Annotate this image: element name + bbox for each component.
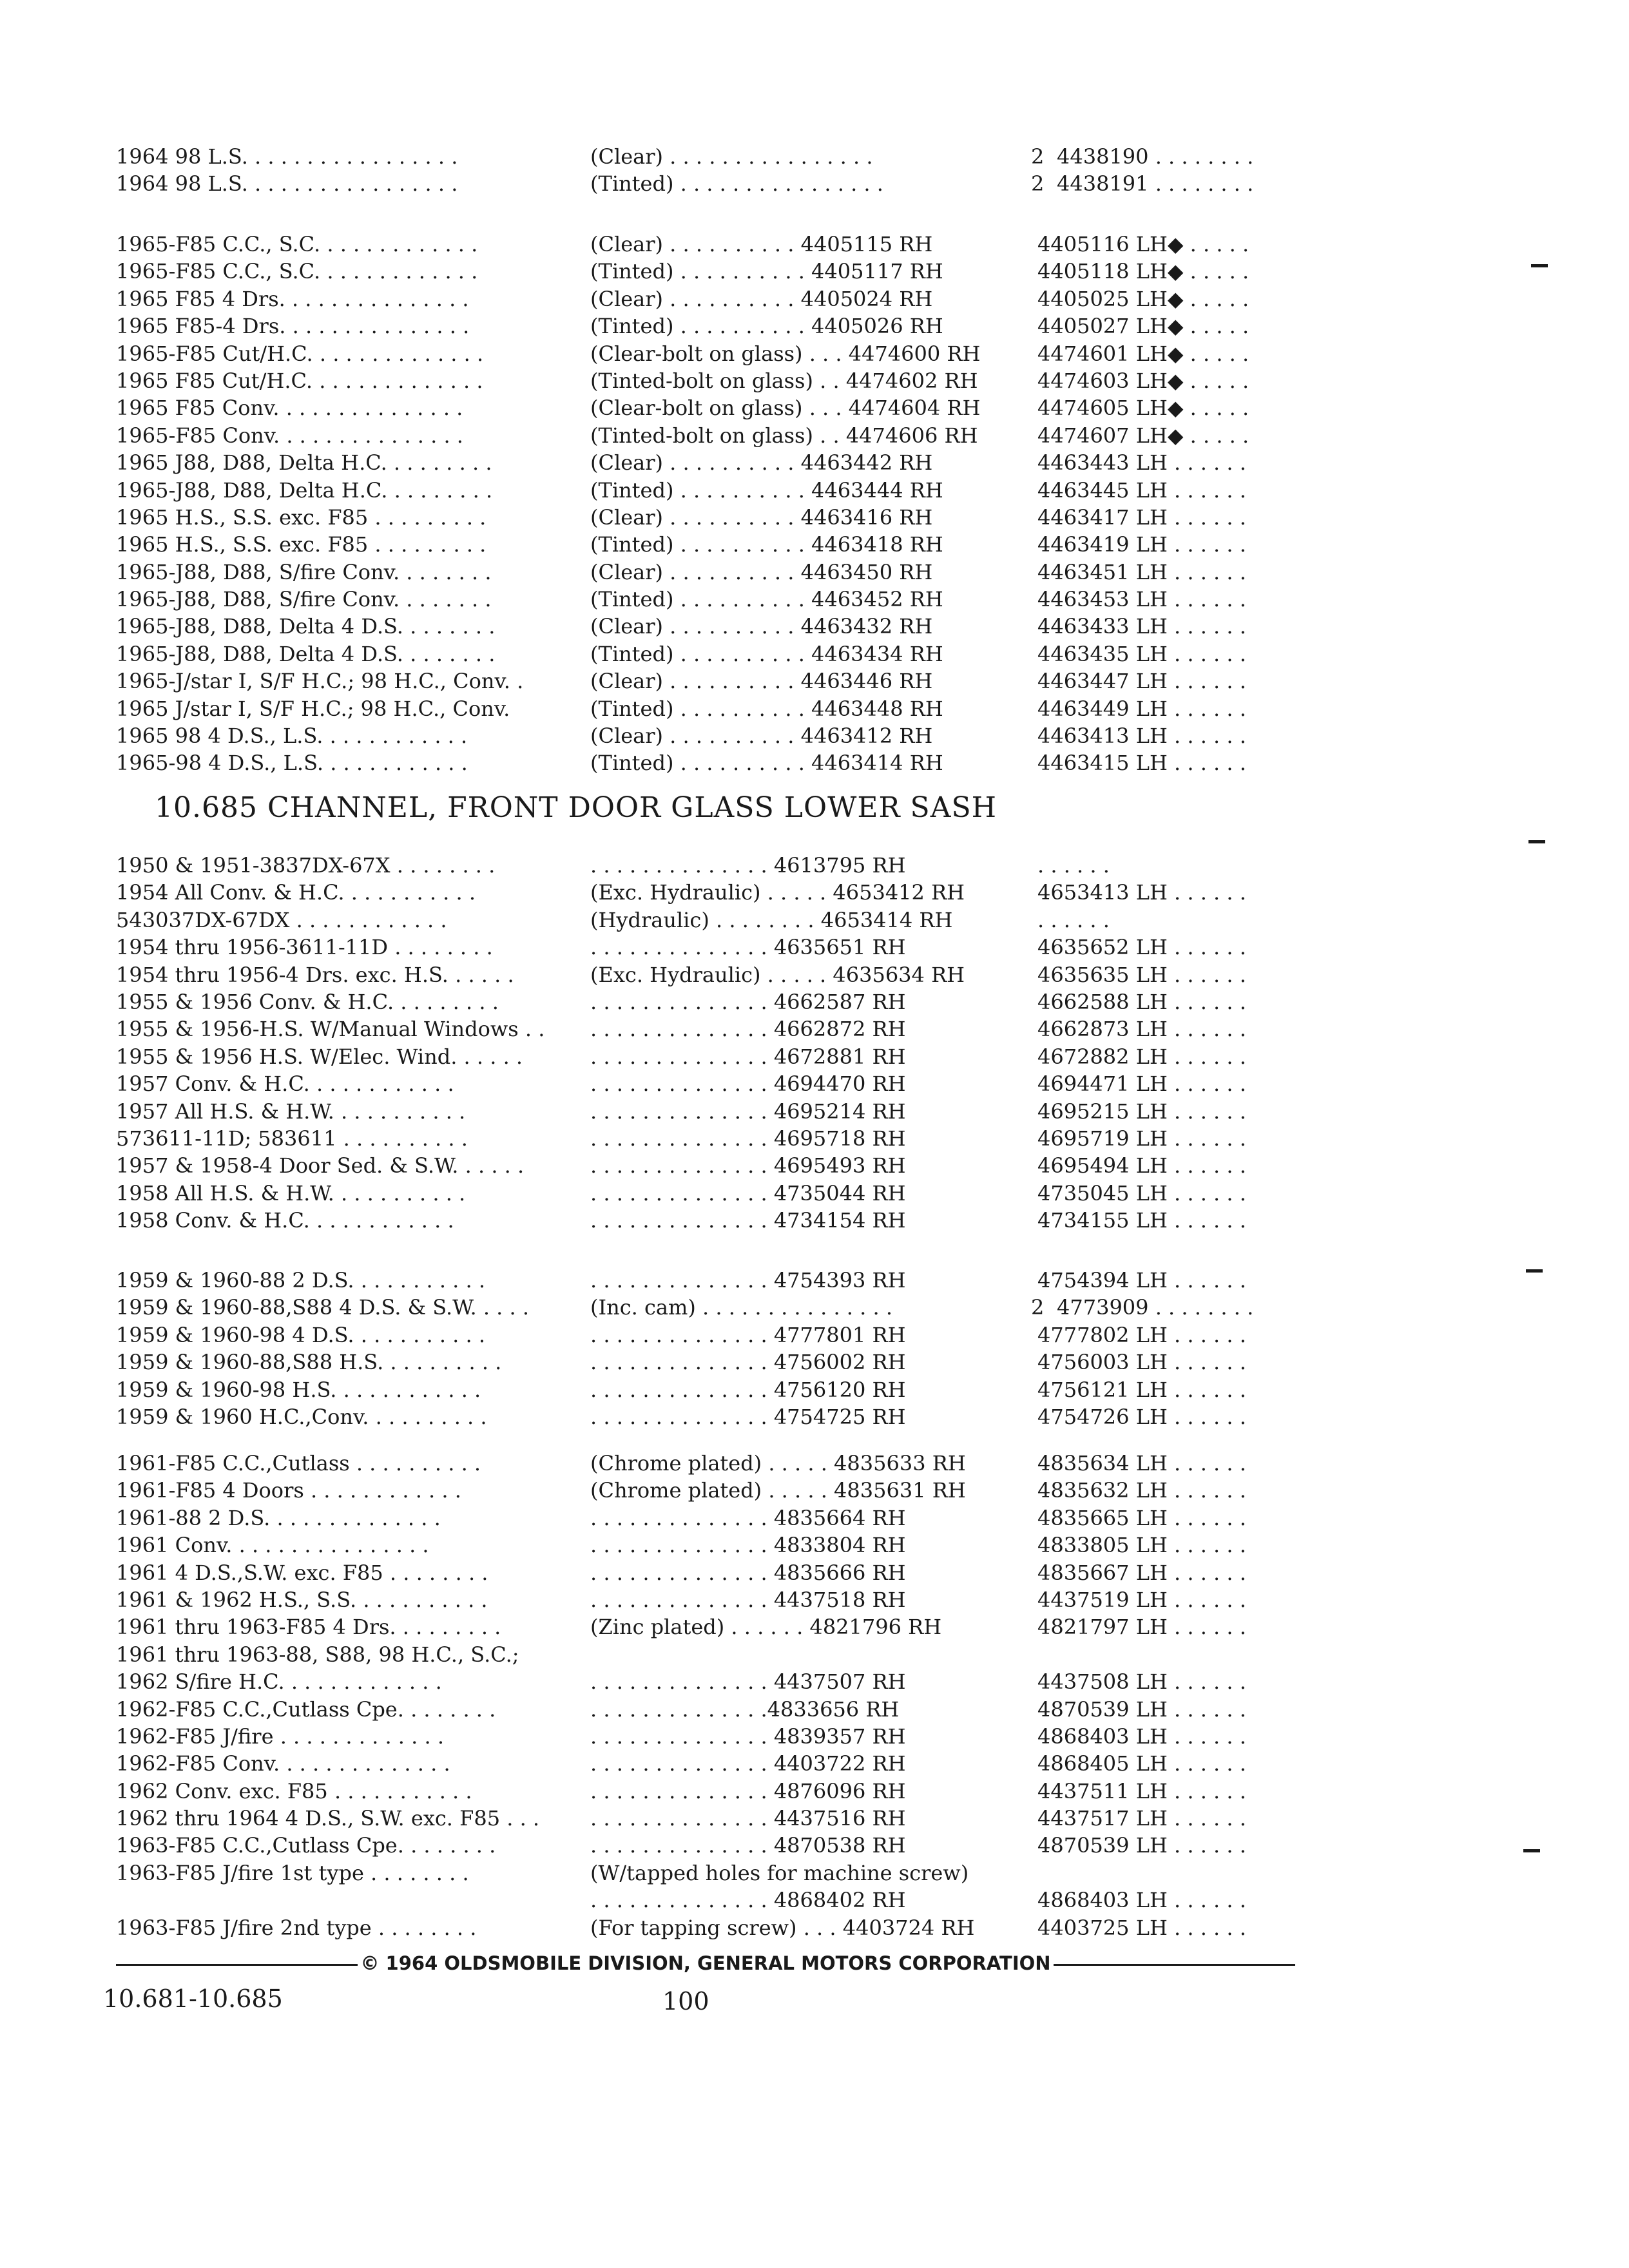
table-row [0,170,1629,197]
model-cell: 1957 All H.S. & H.W. . . . . . . . . . . [116,1099,466,1124]
model-cell: 1965 F85 Cut/H.C. . . . . . . . . . . . . . [116,368,483,393]
table-row [0,477,1629,504]
description-cell: . . . . . . . . . . . . . . 4777801 RH [590,1322,906,1347]
description-cell: (Clear-bolt on glass) . . . 4474600 RH [590,341,981,366]
lh-part-cell: 4463453 LH . . . . . . [1037,587,1246,612]
lh-part-cell: 4437508 LH . . . . . . [1037,1669,1246,1695]
description-cell: (Zinc plated) . . . . . . 4821796 RH [590,1615,942,1640]
table-row [0,640,1629,668]
description-cell: . . . . . . . . . . . . . . 4437507 RH [590,1669,906,1695]
description-cell: (Tinted) . . . . . . . . . . 4405117 RH [590,259,943,284]
model-cell: 1965-F85 Cut/H.C. . . . . . . . . . . . . . [116,341,484,366]
model-cell: 1963-F85 J/fire 1st type . . . . . . . . [116,1860,469,1885]
description-cell: . . . . . . . . . . . . . . 4695493 RH [590,1153,906,1178]
table-row [0,1180,1629,1207]
table-row [0,1070,1629,1097]
lh-part-cell: 4437517 LH . . . . . . [1037,1806,1246,1831]
description-cell: . . . . . . . . . . . . . . 4437518 RH [590,1587,906,1612]
margin-mark [1523,1849,1540,1852]
description-cell: . . . . . . . . . . . . . . 4735044 RH [590,1180,906,1206]
lh-part-cell: 4694471 LH . . . . . . [1037,1072,1246,1097]
description-cell: (Clear) . . . . . . . . . . 4463450 RH [590,559,933,584]
lh-part-cell: 4835665 LH . . . . . . [1037,1505,1246,1530]
model-cell: 1959 & 1960-98 H.S. . . . . . . . . . . . [116,1377,481,1402]
description-cell: . . . . . . . . . . . . . . 4870538 RH [590,1833,906,1858]
model-cell: 1965-F85 C.C., S.C. . . . . . . . . . . . . [116,232,478,256]
description-cell: . . . . . . . . . . . . . . 4635651 RH [590,935,906,960]
description-cell: . . . . . . . . . . . . . . 4833804 RH [590,1533,906,1558]
model-cell: 1962 thru 1964 4 D.S., S.W. exc. F85 . . . [116,1806,540,1831]
table-row [0,394,1629,421]
model-cell: 1959 & 1960 H.C.,Conv. . . . . . . . . . [116,1404,487,1429]
table-row [0,1043,1629,1070]
description-cell: . . . . . . . . . . . . . . 4695718 RH [590,1126,906,1151]
description-cell: (Exc. Hydraulic) . . . . . 4635634 RH [590,962,965,987]
lh-part-cell: 4835632 LH . . . . . . [1037,1478,1246,1503]
model-cell: 1954 thru 1956-4 Drs. exc. H.S. . . . . . [116,962,514,987]
description-cell: (Clear) . . . . . . . . . . 4463412 RH [590,724,933,749]
description-cell: (Clear) . . . . . . . . . . 4405024 RH [590,286,933,311]
quantity-cell: 2 [1031,1295,1045,1320]
model-cell: 543037DX-67DX . . . . . . . . . . . . [116,907,447,932]
lh-part-cell: 4463451 LH . . . . . . [1037,559,1246,584]
description-cell: . . . . . . . . . . . . . .4833656 RH [590,1696,900,1722]
description-cell: (Clear-bolt on glass) . . . 4474604 RH [590,396,981,421]
model-cell: 1959 & 1960-98 4 D.S. . . . . . . . . . . [116,1322,486,1347]
description-cell: (Tinted-bolt on glass) . . 4474606 RH [590,423,978,448]
lh-part-cell: 4474605 LH◆ . . . . . [1037,396,1249,421]
model-cell: 1965 98 4 D.S., L.S. . . . . . . . . . . . [116,724,468,749]
model-cell: 1961-F85 C.C.,Cutlass . . . . . . . . . . [116,1451,481,1475]
table-row [0,1267,1629,1294]
lh-part-cell: 4672882 LH . . . . . . [1037,1044,1246,1069]
parts-group-1961-1963 [0,1450,1629,1941]
model-cell: 1958 All H.S. & H.W. . . . . . . . . . . [116,1180,466,1206]
model-cell: 1965-J88, D88, S/fire Conv. . . . . . . . [116,559,492,584]
model-cell: 1955 & 1956 H.S. W/Elec. Wind. . . . . . [116,1044,523,1069]
model-cell: 1965-F85 C.C., S.C. . . . . . . . . . . . . [116,259,478,284]
model-cell: 1965-J88, D88, Delta 4 D.S. . . . . . . . [116,614,496,639]
description-cell: (Clear) . . . . . . . . . . 4463442 RH [590,450,933,476]
table-row [0,1613,1629,1640]
description-cell: (Tinted) . . . . . . . . . . 4463452 RH [590,587,943,612]
model-cell: 1961 4 D.S.,S.W. exc. F85 . . . . . . . . [116,1560,488,1585]
description-cell: . . . . . . . . . . . . . . 4876096 RH [590,1778,906,1803]
lh-part-cell: 4405025 LH◆ . . . . . [1037,286,1249,311]
description-cell: . . . . . . . . . . . . . . 4835664 RH [590,1505,906,1530]
description-cell: (Chrome plated) . . . . . 4835631 RH [590,1478,966,1503]
footer-line [116,1949,1295,1977]
table-row [0,1805,1629,1832]
lh-part-cell: 4635652 LH . . . . . . [1037,935,1246,960]
lh-part-cell: 4463417 LH . . . . . . [1037,505,1246,530]
description-cell: . . . . . . . . . . . . . . 4754725 RH [590,1404,906,1429]
table-row [0,722,1629,749]
table-row [0,1098,1629,1125]
table-row [0,1641,1629,1668]
model-cell: 1962-F85 J/fire . . . . . . . . . . . . . [116,1724,444,1749]
description-cell: (Clear) . . . . . . . . . . 4405115 RH [590,232,933,256]
lh-part-cell: 4868403 LH . . . . . . [1037,1888,1246,1913]
description-cell: (Clear) . . . . . . . . . . 4463432 RH [590,614,933,639]
lh-part-cell: 4463415 LH . . . . . . [1037,751,1246,776]
lh-part-cell: 4835634 LH . . . . . . [1037,1451,1246,1475]
description-cell: . . . . . . . . . . . . . . 4662872 RH [590,1017,906,1042]
table-row [0,231,1629,258]
margin-mark [1531,264,1548,267]
margin-mark [1526,1269,1543,1273]
model-cell: 1954 All Conv. & H.C. . . . . . . . . . . [116,880,476,905]
table-row [0,1696,1629,1723]
lh-part-cell: 4463447 LH . . . . . . [1037,669,1246,694]
description-cell: (Clear) . . . . . . . . . . . . . . . . [590,144,873,169]
lh-part-cell: 4821797 LH . . . . . . [1037,1615,1246,1640]
table-row [0,1914,1629,1941]
model-cell: 1965-J88, D88, S/fire Conv. . . . . . . . [116,587,492,612]
description-cell: . . . . . . . . . . . . . . 4756002 RH [590,1350,906,1375]
table-row [0,312,1629,340]
description-cell: . . . . . . . . . . . . . . 4756120 RH [590,1377,906,1402]
table-row [0,749,1629,776]
lh-part-cell: 4662588 LH . . . . . . [1037,989,1246,1014]
model-cell: 1961 & 1962 H.S., S.S. . . . . . . . . . . [116,1587,488,1612]
description-cell: . . . . . . . . . . . . . . 4695214 RH [590,1099,906,1124]
description-cell: (Exc. Hydraulic) . . . . . 4653412 RH [590,880,965,905]
table-row [0,934,1629,961]
model-cell: 1958 Conv. & H.C. . . . . . . . . . . . [116,1208,454,1233]
model-cell: 573611-11D; 583611 . . . . . . . . . . [116,1126,468,1151]
part-number-cell: 4773909 . . . . . . . . [1057,1295,1254,1320]
parts-group-1965 [0,231,1629,777]
lh-part-cell: 4474601 LH◆ . . . . . [1037,341,1249,366]
lh-part-cell: 4635635 LH . . . . . . [1037,962,1246,987]
table-row [0,852,1629,879]
description-cell: (W/tapped holes for machine screw) [590,1860,969,1885]
model-cell: 1965-J88, D88, Delta H.C. . . . . . . . . [116,477,493,503]
model-cell: 1965-J88, D88, Delta 4 D.S. . . . . . . . [116,641,496,666]
quantity-cell: 2 [1031,171,1045,197]
table-row [0,1668,1629,1695]
description-cell: (Tinted) . . . . . . . . . . . . . . . . [590,171,883,197]
table-row [0,1532,1629,1559]
table-row [0,988,1629,1015]
table-row [0,449,1629,476]
model-cell: 1962-F85 Conv. . . . . . . . . . . . . . [116,1751,450,1776]
table-row [0,1504,1629,1532]
lh-part-cell: 4870539 LH . . . . . . [1037,1833,1246,1858]
table-row [0,1015,1629,1043]
table-row [0,1832,1629,1859]
lh-part-cell: 4868405 LH . . . . . . [1037,1751,1246,1776]
table-row [0,531,1629,558]
lh-part-cell: 4463419 LH . . . . . . [1037,532,1246,557]
model-cell: 1965 F85-4 Drs. . . . . . . . . . . . . . . [116,314,470,339]
model-cell: 1950 & 1951-3837DX-67X . . . . . . . . [116,853,496,878]
description-cell: (For tapping screw) . . . 4403724 RH [590,1915,975,1940]
table-row [0,613,1629,640]
lh-part-cell: 4463445 LH . . . . . . [1037,477,1246,503]
table-row [0,961,1629,988]
description-cell: . . . . . . . . . . . . . . 4672881 RH [590,1044,906,1069]
part-number-cell: 4438190 . . . . . . . . [1057,144,1254,169]
table-row [0,1778,1629,1805]
lh-part-cell: 4695719 LH . . . . . . [1037,1126,1246,1151]
description-cell: . . . . . . . . . . . . . . 4437516 RH [590,1806,906,1831]
lh-part-cell: 4870539 LH . . . . . . [1037,1696,1246,1722]
model-cell: 1959 & 1960-88,S88 4 D.S. & S.W. . . . . [116,1295,530,1320]
lh-part-cell: 4405027 LH◆ . . . . . [1037,314,1249,339]
lh-part-cell: 4405116 LH◆ . . . . . [1037,232,1249,256]
lh-part-cell: . . . . . . [1037,853,1110,878]
table-row [0,367,1629,394]
model-cell: 1957 & 1958-4 Door Sed. & S.W. . . . . . [116,1153,525,1178]
table-row [0,695,1629,722]
lh-part-cell: 4474603 LH◆ . . . . . [1037,368,1249,393]
lh-part-cell: 4754394 LH . . . . . . [1037,1268,1246,1293]
description-cell: . . . . . . . . . . . . . . 4734154 RH [590,1208,906,1233]
model-cell: 1965 F85 Conv. . . . . . . . . . . . . . . [116,396,463,421]
page-number: 100 [662,1987,709,2015]
table-row [0,668,1629,695]
quantity-cell: 2 [1031,144,1045,169]
description-cell: (Tinted) . . . . . . . . . . 4463434 RH [590,641,943,666]
part-number-cell: 4438191 . . . . . . . . [1057,171,1254,197]
description-cell: . . . . . . . . . . . . . . 4613795 RH [590,853,906,878]
description-cell: . . . . . . . . . . . . . . 4754393 RH [590,1268,906,1293]
lh-part-cell: 4695215 LH . . . . . . [1037,1099,1246,1124]
lh-part-cell: 4868403 LH . . . . . . [1037,1724,1246,1749]
model-cell: 1965-F85 Conv. . . . . . . . . . . . . . . [116,423,463,448]
description-cell: . . . . . . . . . . . . . . 4662587 RH [590,989,906,1014]
description-cell: (Tinted) . . . . . . . . . . 4463414 RH [590,751,943,776]
model-cell: 1961-F85 4 Doors . . . . . . . . . . . . [116,1478,461,1503]
model-cell: 1954 thru 1956-3611-11D . . . . . . . . [116,935,493,960]
table-row [0,258,1629,285]
model-cell: 1964 98 L.S. . . . . . . . . . . . . . . . . [116,144,458,169]
description-cell: (Tinted) . . . . . . . . . . 4405026 RH [590,314,943,339]
table-row [0,1376,1629,1403]
model-cell: 1963-F85 J/fire 2nd type . . . . . . . . [116,1915,477,1940]
table-row [0,1887,1629,1914]
model-cell: 1963-F85 C.C.,Cutlass Cpe. . . . . . . . [116,1833,496,1858]
table-row [0,143,1629,170]
model-cell: 1961 Conv. . . . . . . . . . . . . . . . [116,1533,429,1558]
table-row [0,1349,1629,1376]
description-cell: . . . . . . . . . . . . . . 4694470 RH [590,1072,906,1097]
model-cell: 1961 thru 1963-F85 4 Drs. . . . . . . . . [116,1615,501,1640]
table-row [0,1860,1629,1887]
table-row [0,1559,1629,1586]
model-cell: 1962 S/fire H.C. . . . . . . . . . . . . [116,1669,442,1695]
table-row [0,1152,1629,1179]
lh-part-cell: 4463449 LH . . . . . . [1037,696,1246,721]
table-row [0,879,1629,906]
table-row [0,285,1629,312]
model-cell: 1959 & 1960-88 2 D.S. . . . . . . . . . . [116,1268,486,1293]
lh-part-cell: 4756003 LH . . . . . . [1037,1350,1246,1375]
table-row [0,586,1629,613]
description-cell: . . . . . . . . . . . . . . 4839357 RH [590,1724,906,1749]
parts-group-1950-1958 [0,852,1629,1234]
description-cell: (Inc. cam) . . . . . . . . . . . . . . . [590,1295,892,1320]
model-cell: 1965-98 4 D.S., L.S. . . . . . . . . . . . [116,751,468,776]
parts-group-1964 [0,143,1629,198]
table-row [0,1450,1629,1477]
table-row [0,559,1629,586]
model-cell: 1957 Conv. & H.C. . . . . . . . . . . . [116,1072,454,1097]
lh-part-cell: 4653413 LH . . . . . . [1037,880,1246,905]
lh-part-cell: 4756121 LH . . . . . . [1037,1377,1246,1402]
model-cell: 1962 Conv. exc. F85 . . . . . . . . . . . [116,1778,472,1803]
model-cell: 1961-88 2 D.S. . . . . . . . . . . . . . [116,1505,441,1530]
lh-part-cell: 4463435 LH . . . . . . [1037,641,1246,666]
model-cell: 1955 & 1956 Conv. & H.C. . . . . . . . . [116,989,499,1014]
description-cell: (Clear) . . . . . . . . . . 4463416 RH [590,505,933,530]
lh-part-cell: 4754726 LH . . . . . . [1037,1404,1246,1429]
model-cell: 1965 H.S., S.S. exc. F85 . . . . . . . . . [116,532,487,557]
lh-part-cell: 4777802 LH . . . . . . [1037,1322,1246,1347]
copyright-notice: © 1964 OLDSMOBILE DIVISION, GENERAL MOTORS CORPORATION [358,1949,1053,1977]
lh-part-cell: 4463443 LH . . . . . . [1037,450,1246,476]
lh-part-cell: 4734155 LH . . . . . . [1037,1208,1246,1233]
table-row [0,422,1629,449]
description-cell: (Tinted) . . . . . . . . . . 4463444 RH [590,477,943,503]
description-cell: (Chrome plated) . . . . . 4835633 RH [590,1451,966,1475]
table-row [0,1125,1629,1152]
lh-part-cell: 4835667 LH . . . . . . [1037,1560,1246,1585]
table-row [0,1723,1629,1750]
model-cell: 1965-J/star I, S/F H.C.; 98 H.C., Conv. . [116,669,524,694]
description-cell: . . . . . . . . . . . . . . 4403722 RH [590,1751,906,1776]
section-range: 10.681-10.685 [103,1984,283,2013]
description-cell: (Tinted-bolt on glass) . . 4474602 RH [590,368,978,393]
model-cell: 1965 H.S., S.S. exc. F85 . . . . . . . . . [116,505,487,530]
model-cell: 1965 J88, D88, Delta H.C. . . . . . . . . [116,450,492,476]
model-cell: 1962-F85 C.C.,Cutlass Cpe. . . . . . . . [116,1696,496,1722]
table-row [0,1750,1629,1777]
lh-part-cell: 4662873 LH . . . . . . [1037,1017,1246,1042]
model-cell: 1955 & 1956-H.S. W/Manual Windows . . [116,1017,545,1042]
table-row [0,1321,1629,1349]
table-row [0,1207,1629,1234]
model-cell: 1965 J/star I, S/F H.C.; 98 H.C., Conv. [116,696,510,721]
model-cell: 1965 F85 4 Drs. . . . . . . . . . . . . . . [116,286,469,311]
margin-mark [1528,840,1545,843]
lh-part-cell: 4735045 LH . . . . . . [1037,1180,1246,1206]
description-cell: (Tinted) . . . . . . . . . . 4463418 RH [590,532,943,557]
lh-part-cell: 4474607 LH◆ . . . . . [1037,423,1249,448]
table-row [0,504,1629,531]
lh-part-cell: 4403725 LH . . . . . . [1037,1915,1246,1940]
description-cell: (Hydraulic) . . . . . . . . 4653414 RH [590,907,953,932]
model-cell: 1961 thru 1963-88, S88, 98 H.C., S.C.; [116,1642,519,1667]
table-row [0,1403,1629,1430]
lh-part-cell: 4437519 LH . . . . . . [1037,1587,1246,1612]
table-row [0,340,1629,367]
table-row [0,1477,1629,1504]
description-cell: (Clear) . . . . . . . . . . 4463446 RH [590,669,933,694]
parts-group-1959-1960 [0,1267,1629,1430]
table-row [0,1586,1629,1613]
lh-part-cell: 4833805 LH . . . . . . [1037,1533,1246,1558]
table-row [0,907,1629,934]
section-heading: 10.685 CHANNEL, FRONT DOOR GLASS LOWER SASH [155,791,997,824]
lh-part-cell: . . . . . . [1037,907,1110,932]
lh-part-cell: 4437511 LH . . . . . . [1037,1778,1246,1803]
lh-part-cell: 4695494 LH . . . . . . [1037,1153,1246,1178]
description-cell: . . . . . . . . . . . . . . 4868402 RH [590,1888,906,1913]
description-cell: (Tinted) . . . . . . . . . . 4463448 RH [590,696,943,721]
lh-part-cell: 4405118 LH◆ . . . . . [1037,259,1249,284]
model-cell: 1964 98 L.S. . . . . . . . . . . . . . . . . [116,171,458,197]
table-row [0,1294,1629,1321]
model-cell: 1959 & 1960-88,S88 H.S. . . . . . . . . . [116,1350,502,1375]
lh-part-cell: 4463433 LH . . . . . . [1037,614,1246,639]
lh-part-cell: 4463413 LH . . . . . . [1037,724,1246,749]
description-cell: . . . . . . . . . . . . . . 4835666 RH [590,1560,906,1585]
